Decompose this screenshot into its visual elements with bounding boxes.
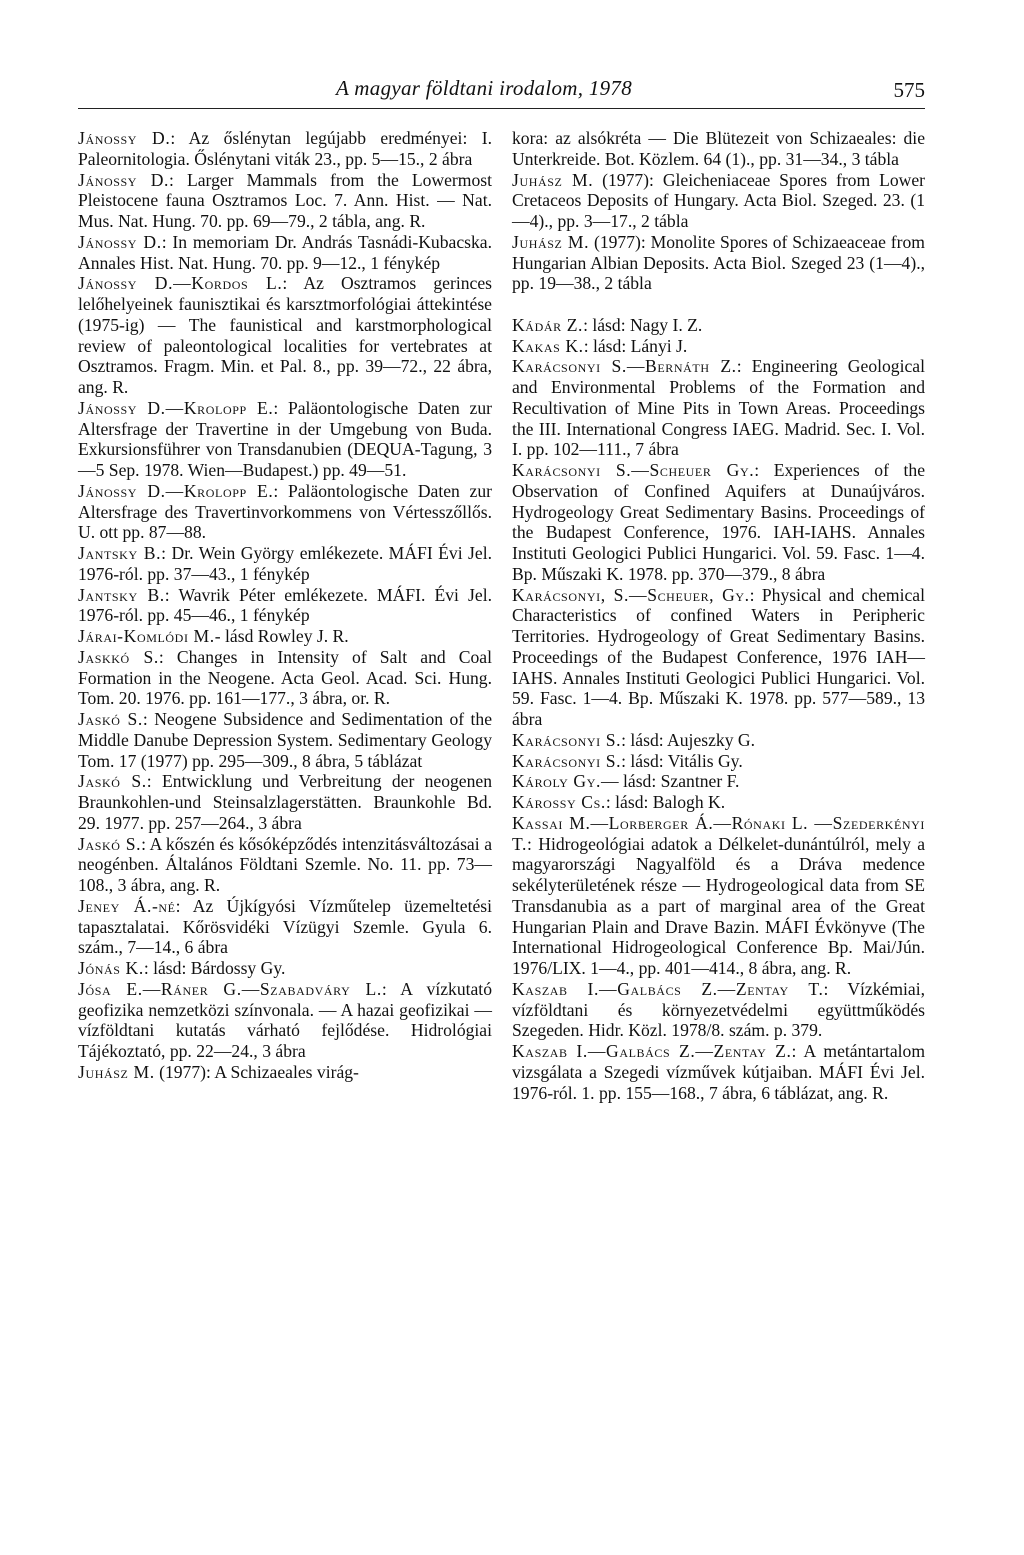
entry-text: : Az Újkígyósi Vízműtelep üzemeltetési tapasztalatai. Kőrösvidéki Vízügyi Szemle. Gyula 6. szám., 7—14., 6 ábra (78, 895, 493, 958)
entry-author: Jánossy D.—Krolopp E. (78, 480, 274, 501)
entry-text: : lásd: Nagy I. Z. (583, 314, 703, 335)
entry-author: Károssy Cs. (512, 792, 606, 812)
entry-author: Károly Gy. (512, 771, 602, 792)
entry-author: Jeney Á.-né (78, 895, 176, 916)
bibliography-entry (512, 315, 925, 336)
right-column (512, 128, 925, 1103)
entry-author: Kaszab I.—Galbács Z.—Zentay T. (512, 978, 824, 999)
entry-text: : Entwicklung und Verbreitung der neogenen Braunkohlen-und Steinsalzlagerstätten. Braunkohle Bd. 29. 1977. pp. 257—264., 3 ábra (78, 771, 493, 833)
entry-author: Juhász M. (78, 1061, 155, 1082)
entry-text: : lásd: Balogh K. (605, 792, 726, 812)
entry-author: Jónás K. (78, 958, 144, 978)
entry-author: Jaskó S. (78, 771, 147, 792)
entry-text: — lásd: Szantner F. (601, 771, 740, 792)
bibliography-entry (512, 336, 925, 357)
entry-text: : Az Osztramos gerinces lelőhelyeinek faunisztikai és karsztmorfológiai áttekintése (1975-ig) — The faunistical and karstmorphological review of paleontological localities for vertebrates at Osztramos. Fragm. Min. et Pal. 8., pp. 39—72., 22 ábra, ang. R. (78, 273, 492, 397)
entry-text: : In memoriam Dr. András Tasnádi-Kubacska. Annales Hist. Nat. Hung. 70. pp. 9—12., 1 fénykép (78, 231, 492, 273)
entry-author: Jantsky B. (78, 584, 165, 605)
entry-text: : A kőszén és kősóképződés intenzitásváltozásai a neogénben. Általános Földtani Szemle. No. 11. pp. 73—108., 3 ábra, ang. R. (78, 833, 492, 895)
entry-text: : Changes in Intensity of Salt and Coal Formation in the Neogene. Acta Geol. Acad. Sci. Hung. Tom. 20. 1976. pp. 161—177., 3 ábra, or. R. (78, 646, 492, 709)
entry-author: Karácsonyi S.—Bernáth Z. (512, 356, 737, 377)
entry-text: - lásd Rowley J. R. (214, 626, 349, 646)
entry-author: Jánossy D. (78, 128, 171, 148)
bibliography-entry (78, 481, 492, 543)
bibliography-entry (512, 792, 925, 813)
entry-text: : Engineering Geological and Environmental Problems of the Formation and Recultivation of Mine Pits in Town Areas. Proceedings the III. International Congress IAEG. Madrid. Sec. I. Vol. I. pp. 102—111., 7 ábra (512, 356, 925, 460)
bibliography-entry (78, 771, 492, 833)
entry-author: Jaskó S. (78, 709, 143, 729)
entry-author: Kakas K. (512, 335, 584, 356)
bibliography-entry (78, 170, 492, 232)
entry-text: : Wavrik Péter emlékezete. MÁFI. Évi Jel. 1976-ról. pp. 45—46., 1 fénykép (78, 584, 493, 626)
entry-author: Jaskó S. (78, 833, 142, 854)
bibliography-entry (512, 1041, 925, 1103)
bibliography-entry (78, 398, 492, 481)
entry-author: Jósa E.—Ráner G.—Szabadváry L. (78, 978, 382, 999)
bibliography-entry (512, 356, 925, 460)
bibliography-entry (512, 232, 925, 294)
entry-text: (1977): Gleicheniaceae Spores from Lower Cretaceos Deposits of Hungary. Acta Biol. Szeged. 23. (1—4)., pp. 3—17., 2 tábla (512, 169, 925, 231)
entry-author: Karácsonyi S.—Scheuer Gy. (512, 460, 755, 480)
entry-text: : lásd: Bárdossy Gy. (143, 958, 286, 978)
entry-text: : Dr. Wein György emlékezete. MÁFI Évi Jel. 1976-ról. pp. 37—43., 1 fénykép (78, 543, 492, 584)
entry-author: Kádár Z. (512, 314, 584, 335)
bibliography-entry (78, 1062, 492, 1083)
entry-text: kora: az alsókréta — Die Blütezeit von Schizaeales: die Unterkreide. Bot. Közlem. 64 (1)., pp. 31—34., 3 tábla (512, 128, 925, 169)
bibliography-entry (78, 543, 492, 585)
entry-author: Karácsonyi, S.—Scheuer, Gy. (512, 584, 750, 605)
bibliography-entry (78, 273, 492, 398)
bibliography-entry (78, 647, 492, 709)
entry-author: Jánossy D. (78, 231, 162, 252)
bibliography-entry (78, 834, 492, 896)
bibliography-entry (512, 751, 925, 772)
bibliography-entry (78, 626, 492, 647)
entry-text: : Paläontologische Daten zur Altersfrage der Travertine in der Umgebung von Buda. Exkursionsführer von Transdanubien (DEQUA-Tagung, 3—5 Sep. 1978. Wien—Budapest.) pp. 49—51. (78, 397, 492, 480)
bibliography-entry (512, 813, 925, 979)
bibliography-entry (78, 979, 492, 1062)
bibliography-entry (78, 232, 492, 274)
entry-text: : Physical and chemical Characteristics of confined Waters in Peripheric Territories. Hydrogeology of Great Sedimentary Basins. Proceedings of the Budapest Conference, 1976 IAH—IAHS. Annales Instituti Geologici Publici Hungarici. Vol. 59. Fasc. 1—4. Bp. Műszaki K. 1978. pp. 577—589., 13 ábra (512, 584, 925, 729)
entry-author: Juhász M. (512, 231, 590, 252)
bibliography-entry (512, 730, 925, 751)
page-number: 575 (893, 78, 925, 102)
entry-text: (1977): A Schizaeales virág- (154, 1061, 359, 1082)
bibliography-entry (512, 585, 925, 730)
entry-text: : A vízkutató geofizika nemzetközi színvonala. — A hazai geofizikai — vízföldtani kutatás várható fejlődése. Hidrológiai Tájékoztató, pp. 22—24., 3 ábra (78, 978, 492, 1061)
entry-author: Jantsky B. (78, 543, 162, 563)
entry-text: : lásd: Vitális Gy. (621, 750, 743, 771)
bibliography-entry (78, 128, 492, 170)
entry-text: : Experiences of the Observation of Confined Aquifers at Dunaújváros. Hydrogeology Great Sedimentary Basins. Proceedings of the Budapest Conference, 1976. IAH-IAHS. Annales Instituti Geologici Publici Hungarici. Vol. 59. Fasc. 1—4. Bp. Műszaki K. 1978. pp. 370—379., 8 ábra (512, 460, 926, 584)
bibliography-entry (512, 128, 925, 170)
entry-author: Juhász M. (512, 169, 594, 190)
left-column (78, 128, 492, 1083)
entry-text: : Paläontologische Daten zur Altersfrage des Travertinvorkommens von Vértesszőllős. U. ott pp. 87—88. (78, 480, 492, 543)
running-header (78, 74, 925, 109)
bibliography-entry (512, 170, 925, 232)
entry-author: Jánossy D.—Krolopp E. (78, 397, 274, 418)
running-title: A magyar földtani irodalom, 1978 (336, 76, 633, 100)
entry-author: Karácsonyi S. (512, 750, 622, 771)
entry-text: : Larger Mammals from the Lowermost Pleistocene fauna Osztramos Loc. 7. Ann. Hist. — Nat. Mus. Nat. Hung. 70. pp. 69—79., 2 tábla, ang. R. (78, 169, 492, 231)
bibliography-entry (78, 896, 492, 958)
bibliography-entry (78, 585, 492, 627)
entry-text: : lásd: Lányi J. (583, 335, 688, 356)
entry-text: : lásd: Aujeszky G. (621, 729, 756, 750)
entry-text: : Hidrogeológiai adatok a Délkelet-dunántúlról, mely a magyarországi Nagyalföld és a Dráva medence sekélyterületének része — Hydrogeological data from SE Transdanubia as a part of marginal area of the Great Hungarian Plain and Drave Bazin. MÁFI Évkönyve (The International Hidrogeological Conference Bp. Mai/Jún. 1976/LIX. 1—4., pp. 401—414., 8 ábra, ang. R. (512, 833, 925, 978)
entry-author: Jánossy D.—Kordos L. (78, 273, 283, 294)
bibliography-entry (512, 460, 925, 585)
bibliography-entry (512, 771, 925, 792)
entry-author: Karácsonyi S. (512, 729, 622, 750)
entry-text: : Az őslénytan legújabb eredményei: I. Paleornitologia. Őslénytani viták 23., pp. 5—15., 2 ábra (78, 128, 492, 169)
entry-text: : A metántartalom vizsgálata a Szegedi vízművek kútjaiban. MÁFI Évi Jel. 1976-ról. 1. pp. 155—168., 7 ábra, 6 táblázat, ang. R. (512, 1041, 925, 1103)
entry-author: Jaskkó S. (78, 646, 159, 667)
bibliography-entry (512, 979, 925, 1041)
entry-author: Kaszab I.—Galbács Z.—Zentay Z. (512, 1041, 792, 1061)
entry-text: : Vízkémiai, vízföldtani és környezetvédelmi együttműködés Szegeden. Hidr. Közl. 1978/8. szám. p. 379. (512, 978, 925, 1041)
entry-author: Jánossy D. (78, 169, 170, 190)
entry-text: (1977): Monolite Spores of Schizaeaceae from Hungarian Albian Deposits. Acta Biol. Szeged 23 (1—4)., pp. 19—38., 2 tábla (512, 231, 925, 294)
entry-author: Kassai M.—Lorberger Á.—Rónaki L. —Szederkényi T. (512, 812, 925, 854)
bibliography-entry (78, 958, 492, 979)
entry-text: : Neogene Subsidence and Sedimentation of the Middle Danube Depression System. Sedimentary Geology Tom. 17 (1977) pp. 295—309., 8 ábra, 5 táblázat (78, 709, 493, 771)
bibliography-entry (78, 709, 492, 771)
entry-author: Járai-Komlódi M. (78, 626, 215, 646)
